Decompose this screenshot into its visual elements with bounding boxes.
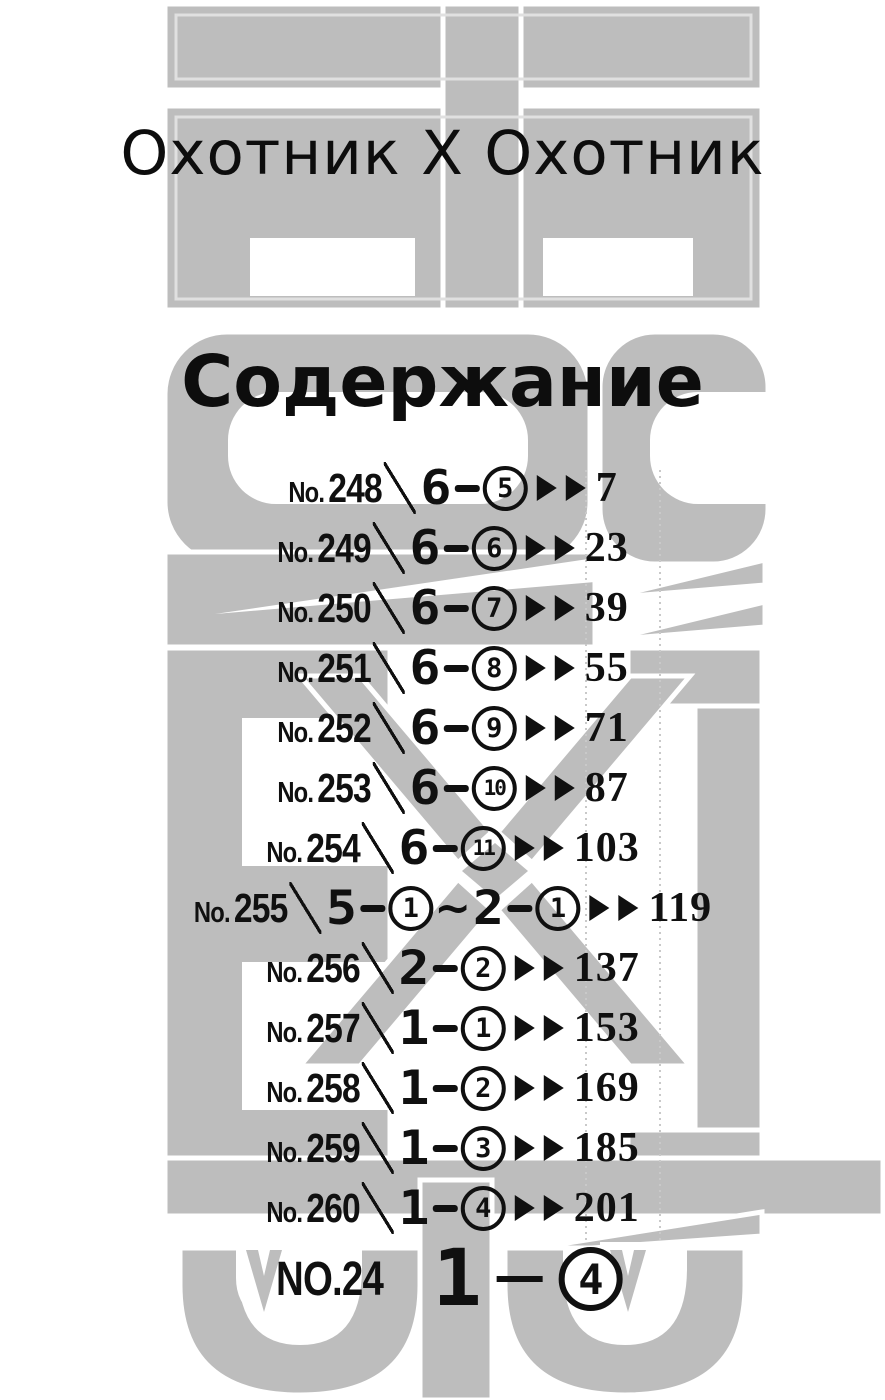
arrow-icon <box>544 835 564 861</box>
arrow-icon <box>515 1075 535 1101</box>
slash-icon <box>361 1122 393 1174</box>
dash-icon <box>360 905 385 912</box>
chapter-number: 6 <box>409 580 441 636</box>
arrow-icon <box>515 1195 535 1221</box>
page-number: 87 <box>584 765 629 811</box>
chapter-number: 6 <box>409 640 441 696</box>
slash-icon <box>383 462 415 514</box>
toc-entry-252 <box>256 698 628 758</box>
entry-number-prefix: No. <box>265 1076 302 1109</box>
dash-icon <box>497 1276 543 1282</box>
page-number: 137 <box>573 945 640 991</box>
page-number: 7 <box>595 465 618 511</box>
arrow-icon <box>537 475 557 501</box>
page-number: 119 <box>648 885 713 931</box>
dash-icon <box>433 1205 458 1212</box>
slash-icon <box>361 822 393 874</box>
entry-number: No. 252 <box>276 704 371 751</box>
dash-icon <box>444 665 469 672</box>
toc-entry-249 <box>256 518 628 578</box>
part-number-circle: 7 <box>472 586 517 631</box>
chapter-number: 6 <box>420 460 452 516</box>
dash-icon <box>433 845 458 852</box>
toc-entry-251 <box>256 638 628 698</box>
chapter-number: 2 <box>398 940 430 996</box>
entry-number-prefix: No. <box>265 1196 302 1229</box>
arrow-icon <box>526 715 546 741</box>
dash-icon <box>507 905 532 912</box>
toc-entry-259 <box>245 1118 639 1178</box>
toc-entry-248 <box>267 458 617 518</box>
chapter-number: 5 <box>325 880 357 936</box>
entry-number: No. 249 <box>276 524 371 571</box>
arrow-icon <box>544 1195 564 1221</box>
page-number: 185 <box>573 1125 640 1171</box>
toc-entry-254 <box>245 818 639 878</box>
slash-icon <box>289 882 321 934</box>
dash-icon <box>444 785 469 792</box>
page-number: 103 <box>573 825 640 871</box>
toc-entry-253 <box>256 758 628 818</box>
arrow-icon <box>515 1015 535 1041</box>
arrow-icon <box>589 895 609 921</box>
toc-entry-258 <box>245 1058 639 1118</box>
arrow-icon <box>555 775 575 801</box>
entry-number-prefix: No. <box>265 956 302 989</box>
arrow-icon <box>515 835 535 861</box>
series-title: Охотник Х Охотник <box>120 118 765 189</box>
dash-icon <box>455 485 480 492</box>
part-number-circle: 1 <box>535 886 580 931</box>
arrow-icon <box>544 955 564 981</box>
part-number-circle: 2 <box>461 946 506 991</box>
page-number: 55 <box>584 645 629 691</box>
arrow-icon <box>515 1135 535 1161</box>
dash-icon <box>444 605 469 612</box>
page-number: 153 <box>573 1005 640 1051</box>
part-number-circle: 9 <box>472 706 517 751</box>
dash-icon <box>444 545 469 552</box>
slash-icon <box>361 1002 393 1054</box>
arrow-icon <box>555 595 575 621</box>
toc-entry-256 <box>245 938 639 998</box>
volume-label: NO.24 <box>275 1252 383 1306</box>
arrow-icon <box>555 655 575 681</box>
entry-number: No. 259 <box>265 1124 360 1171</box>
page-number: 71 <box>584 705 629 751</box>
entry-number: No. 260 <box>265 1184 360 1231</box>
chapter-number: 6 <box>398 820 430 876</box>
entry-number: No. 254 <box>265 824 360 871</box>
entry-number: No. 258 <box>265 1064 360 1111</box>
toc-entry-250 <box>256 578 628 638</box>
arrow-icon <box>526 655 546 681</box>
slash-icon <box>361 942 393 994</box>
entry-number-prefix: No. <box>276 536 313 569</box>
chapter-number: 1 <box>398 1180 430 1236</box>
dash-icon <box>444 725 469 732</box>
part-number-circle: 3 <box>461 1126 506 1171</box>
part-number-circle: 11 <box>461 826 506 871</box>
chapter-number: 2 <box>472 880 504 936</box>
page-number: 23 <box>584 525 629 571</box>
arrow-icon <box>526 535 546 561</box>
slash-icon <box>372 762 404 814</box>
part-number-circle: 2 <box>461 1066 506 1111</box>
chapter-number: 1 <box>398 1000 430 1056</box>
part-number-circle: 6 <box>472 526 517 571</box>
slash-icon <box>372 582 404 634</box>
slash-icon <box>361 1182 393 1234</box>
toc-entry-255 <box>173 878 712 938</box>
arrow-icon <box>526 775 546 801</box>
page-number: 201 <box>573 1185 640 1231</box>
entry-number-prefix: No. <box>265 1016 302 1049</box>
chapter-number: 6 <box>409 520 441 576</box>
entry-number-prefix: No. <box>265 836 302 869</box>
entry-number-prefix: No. <box>276 776 313 809</box>
slash-icon <box>372 642 404 694</box>
slash-icon <box>361 1062 393 1114</box>
entry-number-prefix: No. <box>276 716 313 749</box>
arrow-icon <box>555 715 575 741</box>
slash-icon <box>372 702 404 754</box>
dash-icon <box>433 1145 458 1152</box>
entry-number-prefix: No. <box>287 476 324 509</box>
arrow-icon <box>526 595 546 621</box>
range-tilde: ~ <box>434 882 472 934</box>
arrow-icon <box>555 535 575 561</box>
arrow-icon <box>515 955 535 981</box>
entry-number: No. 250 <box>276 584 371 631</box>
entry-number: No. 256 <box>265 944 360 991</box>
page-number: 39 <box>584 585 629 631</box>
entry-number: No. 251 <box>276 644 371 691</box>
slash-icon <box>372 522 404 574</box>
chapter-number: 6 <box>409 760 441 816</box>
dash-icon <box>433 965 458 972</box>
page-number: 169 <box>573 1065 640 1111</box>
entry-number: No. 257 <box>265 1004 360 1051</box>
arrow-icon <box>566 475 586 501</box>
arrow-icon <box>544 1015 564 1041</box>
entry-number-prefix: No. <box>265 1136 302 1169</box>
part-number-circle: 5 <box>483 466 528 511</box>
arrow-icon <box>618 895 638 921</box>
part-number-circle: 4 <box>461 1186 506 1231</box>
entry-number-prefix: No. <box>193 896 230 929</box>
contents-heading: Содержание <box>181 340 704 423</box>
toc-entry-257 <box>245 998 639 1058</box>
part-number-circle: 8 <box>472 646 517 691</box>
entry-number: No. 255 <box>193 884 287 931</box>
entry-number-prefix: No. <box>276 596 313 629</box>
toc-entry-260 <box>245 1178 639 1238</box>
dash-icon <box>433 1085 458 1092</box>
chapter-number: 1 <box>398 1120 430 1176</box>
part-number-circle: 10 <box>472 766 517 811</box>
entry-number: No. 253 <box>276 764 371 811</box>
volume-part-circle: 4 <box>559 1247 623 1311</box>
part-number-circle: 1 <box>461 1006 506 1051</box>
volume-indicator <box>262 1234 623 1324</box>
arrow-icon <box>544 1135 564 1161</box>
chapter-number: 1 <box>398 1060 430 1116</box>
part-number-circle: 1 <box>388 886 433 931</box>
entry-number: No. 248 <box>287 464 382 511</box>
dash-icon <box>433 1025 458 1032</box>
arrow-icon <box>544 1075 564 1101</box>
chapter-number: 6 <box>409 700 441 756</box>
volume-chapter-number: 1 <box>432 1234 483 1324</box>
entry-number-prefix: No. <box>276 656 313 689</box>
